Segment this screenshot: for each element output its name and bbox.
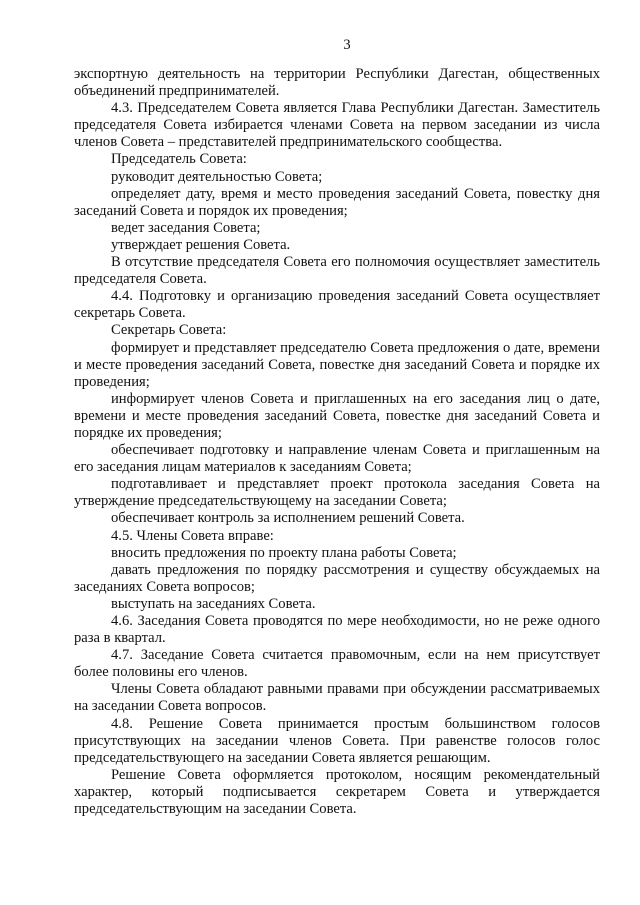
paragraph: Члены Совета обладают равными правами при обсуждении рассматриваемых на заседании Совета вопросов. [74,681,600,715]
paragraph: 4.5. Члены Совета вправе: [111,527,274,544]
paragraph: формирует и представляет председателю Совета предложения о дате, времени и месте проведения заседаний Совета, повестке дня заседаний Совета и порядке их проведения; [74,339,600,390]
paragraph: информирует членов Совета и приглашенных на его заседания лиц о дате, времени и месте проведения заседаний Совета, повестке дня заседаний Совета и порядке их проведения; [74,390,600,441]
paragraph: определяет дату, время и место проведения заседаний Совета, повестку дня заседаний Совета и порядок их проведения; [74,185,600,219]
paragraph: Секретарь Совета: [111,322,227,339]
paragraph: обеспечивает контроль за исполнением решений Совета. [111,510,465,527]
paragraph: 4.8. Решение Совета принимается простым большинством голосов присутствующих на заседании членов Совета. При равенстве голосов голос председательствующего на заседании Совета является решающим. [74,715,600,766]
paragraph: ведет заседания Совета; [111,219,261,236]
paragraph: выступать на заседаниях Совета. [111,595,316,612]
page-number: 3 [343,37,351,53]
paragraph: Председатель Совета: [111,151,247,168]
paragraph: вносить предложения по проекту плана работы Совета; [111,544,457,561]
paragraph: обеспечивает подготовку и направление членам Совета и приглашенным на его заседания лицам материалов к заседаниям Совета; [74,442,600,476]
paragraph: 4.6. Заседания Совета проводятся по мере необходимости, но не реже одного раза в квартал. [74,613,600,647]
paragraph: давать предложения по порядку рассмотрения и существу обсуждаемых на заседаниях Совета вопросов; [74,561,600,595]
paragraph: утверждает решения Совета. [111,236,291,253]
paragraph: 4.3. Председателем Совета является Глава Республики Дагестан. Заместитель председателя Совета избирается членами Совета на первом заседании из числа членов Совета – представителей предпринимательского сообщества. [74,100,600,151]
document-body [74,66,600,818]
paragraph: 4.7. Заседание Совета считается правомочным, если на нем присутствует более половины его членов. [74,647,600,681]
paragraph: 4.4. Подготовку и организацию проведения заседаний Совета осуществляет секретарь Совета. [74,288,600,322]
paragraph: подготавливает и представляет проект протокола заседания Совета на утверждение председательствующему на заседании Совета; [74,476,600,510]
paragraph: Решение Совета оформляется протоколом, носящим рекомендательный характер, который подписывается секретарем Совета и утверждается председательствующим на заседании Совета. [74,766,600,818]
paragraph: В отсутствие председателя Совета его полномочия осуществляет заместитель председателя Совета. [74,254,600,288]
paragraph: руководит деятельностью Совета; [111,168,323,185]
paragraph: экспортную деятельность на территории Республики Дагестан, общественных объединений предпринимателей. [74,66,600,100]
